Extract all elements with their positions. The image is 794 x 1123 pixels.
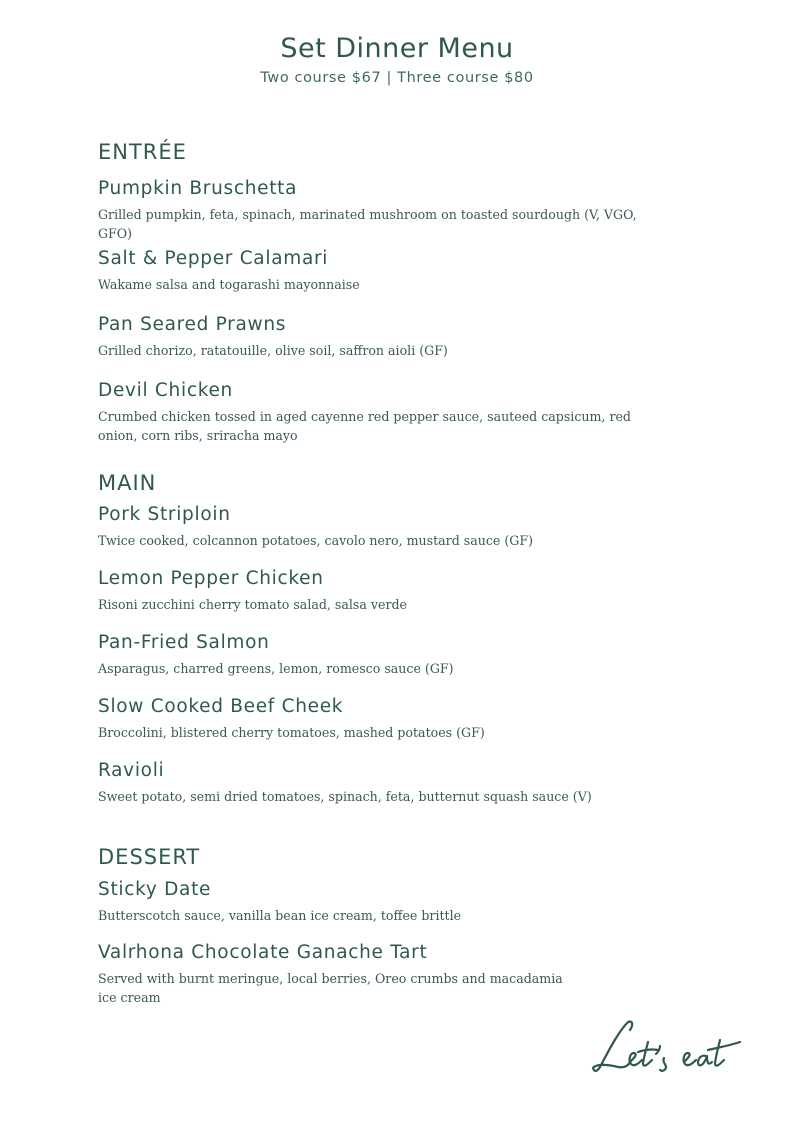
menu-item-name: Lemon Pepper Chicken: [98, 568, 324, 589]
menu-item-name: Pan-Fried Salmon: [98, 632, 270, 653]
menu-item: [98, 177, 658, 243]
menu-item-description: Broccolini, blistered cherry tomatoes, mashed potatoes (GF): [98, 725, 485, 740]
section-title-main: MAIN: [98, 471, 157, 495]
menu-item-description: Grilled pumpkin, feta, spinach, marinated mushroom on toasted sourdough (V, VGO, GFO): [98, 207, 637, 241]
menu-item-description: Served with burnt meringue, local berries, Oreo crumbs and macadamia ice cream: [98, 971, 563, 1005]
menu-item-description: Risoni zucchini cherry tomato salad, salsa verde: [98, 597, 407, 612]
menu-item: [98, 503, 658, 550]
menu-item: [98, 313, 658, 360]
menu-item-name: Pan Seared Prawns: [98, 314, 287, 335]
menu-item-description: Crumbed chicken tossed in aged cayenne red pepper sauce, sauteed capsicum, red onion, corn ribs, sriracha mayo: [98, 409, 631, 443]
menu-item: [98, 695, 658, 742]
menu-item-description: Twice cooked, colcannon potatoes, cavolo nero, mustard sauce (GF): [98, 533, 533, 548]
menu-item-description: Wakame salsa and togarashi mayonnaise: [98, 277, 360, 292]
section-title-dessert: DESSERT: [98, 845, 201, 869]
menu-item: [98, 567, 658, 614]
menu-pricing: Two course $67 | Three course $80: [260, 70, 534, 86]
menu-item: [98, 379, 658, 445]
menu-item: [98, 247, 658, 294]
menu-item-name: Pork Striploin: [98, 504, 231, 525]
menu-header: [0, 30, 794, 88]
menu-item: [98, 878, 658, 925]
menu-item-description: Grilled chorizo, ratatouille, olive soil, saffron aioli (GF): [98, 343, 448, 358]
menu-item-name: Salt & Pepper Calamari: [98, 248, 329, 269]
menu-item-description: Sweet potato, semi dried tomatoes, spinach, feta, butternut squash sauce (V): [98, 789, 592, 804]
menu-item-description: Butterscotch sauce, vanilla bean ice cream, toffee brittle: [98, 908, 462, 923]
menu-item-name: Slow Cooked Beef Cheek: [98, 696, 344, 717]
menu-item-name: Ravioli: [98, 760, 165, 781]
menu-item: [98, 941, 568, 1007]
menu-item-name: Devil Chicken: [98, 380, 233, 401]
menu-title: Set Dinner Menu: [280, 33, 514, 64]
lets-eat-signature: [588, 1012, 748, 1082]
menu-item: [98, 759, 658, 806]
menu-item-name: Sticky Date: [98, 879, 212, 900]
section-title-entree: ENTRÉE: [98, 140, 187, 164]
menu-item: [98, 631, 658, 678]
menu-item-description: Asparagus, charred greens, lemon, romesco sauce (GF): [98, 661, 454, 676]
menu-item-name: Pumpkin Bruschetta: [98, 178, 298, 199]
menu-item-name: Valrhona Chocolate Ganache Tart: [98, 942, 428, 963]
